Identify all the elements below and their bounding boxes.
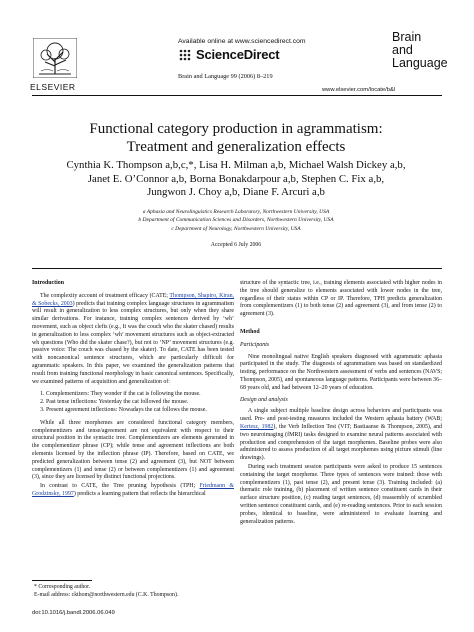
header-rule — [32, 95, 442, 96]
article-title — [36, 120, 436, 156]
intro-paragraph-2: While all three morphemes are considered functional category members, complementizers and tense/agreement are not equivalent with respect to their structural position in the syntactic tree. Complementizers are elements generated in the complementizer phrase (CP); while tense and agreement inflections are both elements licensed by the inflection phrase (IP). Therefore, based on CATE, we predicted generalization between tense (2) and agreement (3), but NOT between complementizers (1) and tense (2) or between complementizers (1) and agreement (3), since they are licensed by distinct functional projections. — [32, 419, 234, 481]
corresponding-author-note — [34, 584, 178, 599]
affiliation-a: a Aphasia and Neurolinguistics Research Laboratory, Northwestern University, USA — [142, 209, 330, 215]
right-column — [240, 280, 442, 527]
intro-p3-text-b: ) predicts a learning pattern that reflects the hierarchical — [73, 490, 206, 497]
journal-logo — [392, 31, 448, 70]
sciencedirect-dots-icon — [178, 48, 192, 62]
footnote-rule — [32, 580, 92, 581]
intro-p1-text-a: The complexity account of treatment efficacy (CATE; — [40, 292, 170, 299]
journal-logo-line2: and — [392, 43, 413, 57]
design-paragraph-2: During each treatment session participants were asked to produce 15 sentences containing the target morpheme. Three types of sentences were trained: those with complementizers (1), past tense (2), and present tense (3). Training included: (a) thematic role training, (b) placement of written sentence constituent cards in their surface structure position, (c) reading target sentences, (d) reassembly of scrambled written sentence constituent cards, and (e) re-reading sentences. Prior to each session probes, identical to baseline, were administered to evaluate learning and generalization patterns. — [240, 463, 442, 525]
corresponding-email: E-mail address: ckthom@northwestern.edu (C.K. Thompson). — [34, 591, 179, 598]
affiliations — [36, 208, 436, 233]
intro-paragraph-3 — [32, 483, 234, 499]
affiliation-c: c Department of Neurology, Northwestern University, USA — [171, 225, 301, 232]
sciencedirect-logo — [178, 47, 279, 62]
available-online-text: Available online at www.sciencedirect.com — [178, 38, 306, 45]
sciencedirect-wordmark: ScienceDirect — [196, 47, 280, 62]
journal-url[interactable]: www.elsevier.com/locate/b&l — [322, 87, 396, 93]
citation-link-friedmann-1997[interactable]: Friedmann & Grodzinsky, 1997 — [32, 483, 234, 497]
authors-line-2: Janet E. O’Connor a,b, Borna Bonakdarpour a,b, Stephen C. Fix a,b, — [87, 172, 385, 185]
title-line-1: Functional category production in agrammatism: — [89, 121, 383, 137]
design-heading: Design and analysis — [240, 396, 288, 403]
method-heading: Method — [240, 328, 260, 335]
accepted-date: Accepted 6 July 2006 — [210, 242, 262, 248]
journal-reference: Brain and Language 99 (2006) 8–219 — [178, 73, 273, 80]
affiliation-b: b Department of Communication Sciences and Disorders, Northwestern University, USA — [138, 217, 334, 224]
title-line-2: Treatment and generalization effects — [126, 139, 346, 155]
citation-link-kertesz-1982[interactable]: Kertesz, 1982 — [240, 423, 274, 430]
elsevier-tree-logo — [33, 38, 77, 78]
doi[interactable]: doi:10.1016/j.bandl.2006.06.049 — [32, 610, 115, 616]
authors-line-3: Jungwon J. Choy a,b, Diane F. Arcuri a,b — [147, 186, 325, 198]
intro-p3-text-a: In contrast to CATE, the Tree pruning hypothesis (TPH; — [40, 483, 200, 490]
authors-line-1: Cynthia K. Thompson a,b,c,*, Lisa H. Milman a,b, Michael Walsh Dickey a,b, — [66, 159, 406, 171]
intro-p1-text-b: ) predicts that training complex language structures in agrammatism will result in generalization to less complex structures, but only when they share similar derivations. For instance, training complex sentences derived by ‘wh’ movement, such as object clefts (e.g., It was the couch who the skater chased) results in generalization to less complex ‘wh’ movement structures such as object-extracted wh questions (Who did the skater chase?), but not to ‘NP’ movement structures (e.g. passive voice: The couch was chased by the skater). To date, CATE has been tested with noncanonical sentence structures, which are particularly difficult for agrammatic speakers. In this paper, we examined the generalization patterns that result from training functional morphology in basic canonical sentences. Specifically, we examined patterns of acquisition and generalization of: — [32, 300, 234, 385]
intro-paragraph-1 — [32, 293, 234, 387]
participants-heading: Participants — [240, 341, 270, 348]
list-item: 2. Past tense inflections: Yesterday the cat followed the mouse. — [46, 399, 234, 407]
right-paragraph-0: structure of the syntactic tree, i.e., training elements associated with higher nodes in the tree should generalize to elements associated with lower nodes in the tree, regardless of their status within CP or IP. Therefore, TPH predicts generalization from complementizers (1) to both tense (2) and agreement (3), and from tense (2) to agreement (3). — [240, 280, 442, 318]
design-paragraph-1 — [240, 408, 442, 463]
journal-logo-line3: Language — [392, 56, 448, 70]
publisher-name: ELSEVIER — [30, 82, 76, 92]
list-item: 3. Present agreement inflections: Nowadays the cat follows the mouse. — [46, 407, 234, 415]
body-rule — [32, 268, 442, 269]
author-list — [36, 159, 436, 200]
citation-link-thompson-2003[interactable]: Thompson, Shapiro, Kiran, & Sobecks, 2003 — [32, 292, 234, 307]
morpheme-list — [32, 391, 234, 414]
design-p1-text-a: A single subject multiple baseline design across behaviors and participants was used. Pre- and post-testing measures included the Western aphasia battery (WAB; — [240, 408, 442, 423]
journal-logo-line1: Brain — [392, 30, 422, 44]
list-item: 1. Complementizers: They wonder if the cat is following the mouse. — [46, 391, 234, 399]
introduction-heading: Introduction — [32, 280, 64, 286]
left-column — [32, 280, 234, 500]
corresponding-author-label: * Corresponding author. — [34, 584, 91, 590]
design-p1-text-b: ), the Verb Inflection Test (VIT; Bastiaanse & Thompson, 2005), and two neuroimaging (fMRI) tasks designed to examine neural patterns associated with production and comprehension of the target morphemes. Baseline probes were also administered to assess production of all target morphemes using picture stimuli (line drawings). — [240, 423, 442, 462]
participants-paragraph: Nine monolingual native English speakers diagnosed with agrammatic aphasia participated in the study. The diagnosis of agrammatism was based on standardized testing, performance on the Northwestern assessment of verbs and sentences (NAVS; Thompson, 2005), and spontaneous language patterns. Participants were between 36–68 years old, and had between 12–20 years of education. — [240, 353, 442, 391]
